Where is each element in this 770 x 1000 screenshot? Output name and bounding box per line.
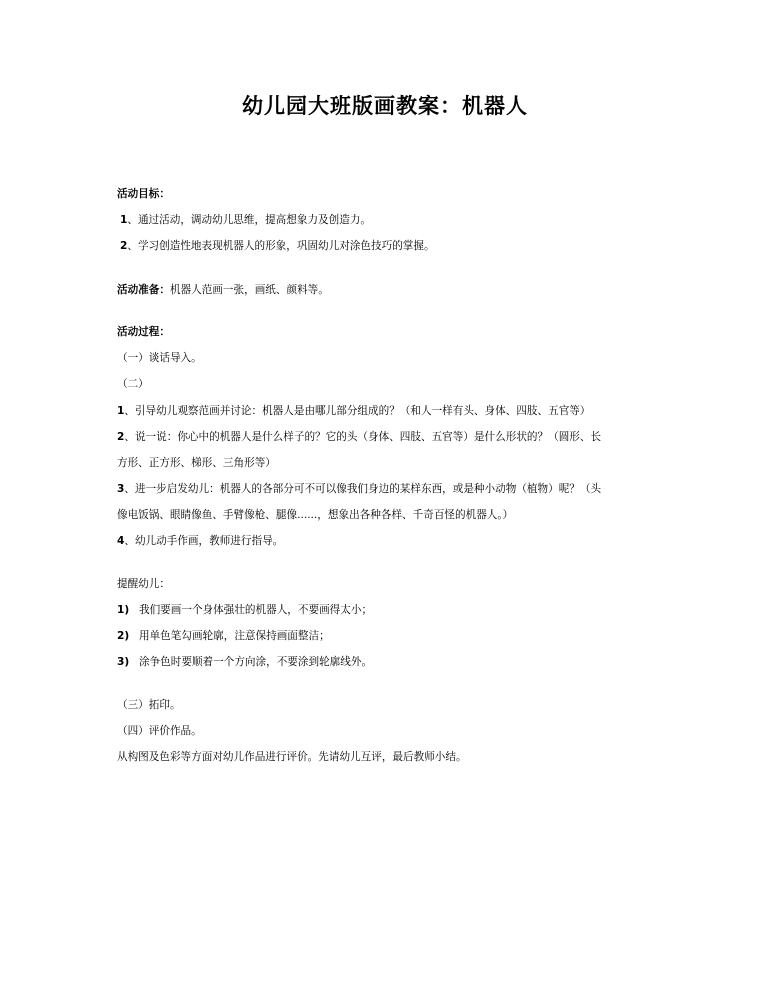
reminder-item-number: 3) xyxy=(117,656,130,668)
process-item-2-continued: 方形、正方形、梯形、三角形等） xyxy=(117,457,276,469)
reminder-item-number: 1) xyxy=(117,604,130,616)
goal-item-2 xyxy=(120,239,660,253)
process-step-3: （三）拓印。 xyxy=(117,699,181,711)
process-item-text: 、幼儿动手作画，教师进行指导。 xyxy=(124,535,284,547)
reminder-item-text: 用单色笔勾画轮廓，注意保持画面整洁； xyxy=(139,630,330,642)
evaluation-text: 从构图及色彩等方面对幼儿作品进行评价。先请幼儿互评，最后教师小结。 xyxy=(117,751,467,763)
process-step-2: （二） xyxy=(117,378,149,390)
process-item-number: 1 xyxy=(117,405,125,417)
preparation-text: 机器人范画一张，画纸、颜料等。 xyxy=(169,284,329,296)
process-item-number: 4 xyxy=(117,535,125,547)
reminder-item-2 xyxy=(117,629,657,643)
goal-item-text: 、学习创造性地表现机器人的形象，巩固幼儿对涂色技巧的掌握。 xyxy=(127,240,435,252)
process-heading xyxy=(117,325,657,339)
process-step-4: （四）评价作品。 xyxy=(117,725,202,737)
process-item-text: 、引导幼儿观察范画并讨论：机器人是由哪儿部分组成的？（和人一样有头、身体、四肢、五官等） xyxy=(124,405,591,417)
process-step-1: （一）谈话导入。 xyxy=(117,352,202,364)
process-item-1 xyxy=(117,404,657,418)
process-item-3 xyxy=(117,482,657,496)
process-item-3-continued: 像电饭锅、眼睛像鱼、手臂像枪、腿像......，想象出各种各样、千奇百怪的机器人。） xyxy=(117,509,514,521)
reminder-heading: 提醒幼儿： xyxy=(117,578,170,590)
process-item-number: 2 xyxy=(117,431,125,443)
goal-item-text: 、通过活动，调动幼儿思维，提高想象力及创造力。 xyxy=(127,214,372,226)
goals-heading xyxy=(117,187,657,201)
reminder-item-1 xyxy=(117,603,657,617)
reminder-item-text: 涂争色时要顺着一个方向涂，不要涂到轮廓线外。 xyxy=(139,656,373,668)
reminder-item-text: 我们要画一个身体强壮的机器人，不要画得太小； xyxy=(139,604,373,616)
reminder-item-3 xyxy=(117,655,657,669)
goals-label: 活动目标： xyxy=(117,188,170,200)
reminder-item-number: 2) xyxy=(117,630,130,642)
preparation-label: 活动准备： xyxy=(117,284,170,296)
process-item-text: 、进一步启发幼儿：机器人的各部分可不可以像我们身边的某样东西，或是种小动物（植物）呢？（头 xyxy=(124,483,602,495)
process-item-text: 、说一说：你心中的机器人是什么样子的？它的头（身体、四肢、五官等）是什么形状的？（圆形、长 xyxy=(124,431,602,443)
process-item-2 xyxy=(117,430,657,444)
goal-item-number: 1 xyxy=(120,214,128,226)
goal-item-1 xyxy=(120,213,660,227)
preparation-line xyxy=(117,283,657,297)
process-label: 活动过程： xyxy=(117,326,170,338)
goal-item-number: 2 xyxy=(120,240,128,252)
page-title: 幼儿园大班版画教案：机器人 xyxy=(242,93,528,118)
process-item-number: 3 xyxy=(117,483,125,495)
process-item-4 xyxy=(117,534,657,548)
